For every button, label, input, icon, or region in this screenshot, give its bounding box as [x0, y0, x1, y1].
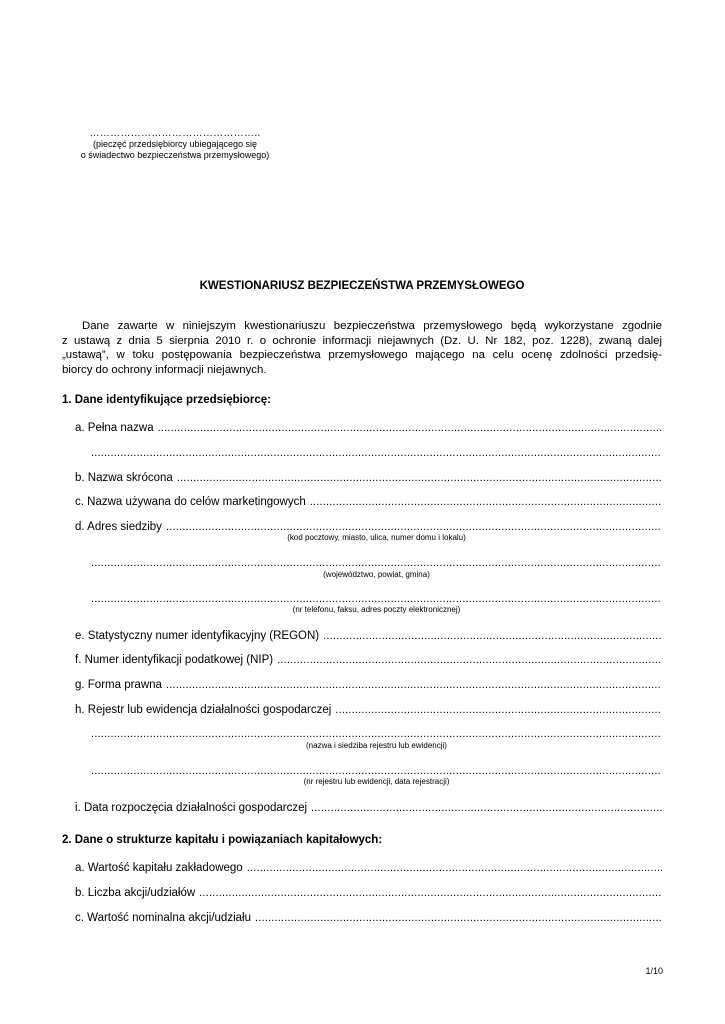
field-marketing-name[interactable] — [75, 493, 662, 508]
field-label: b. Nazwa skrócona — [75, 472, 173, 484]
field-register-name[interactable] — [91, 725, 662, 740]
contact-hint: (nr telefonu, faksu, adres poczty elektronicznej) — [292, 605, 461, 614]
dotted-fill — [166, 679, 662, 691]
region-hint: (województwo, powiat, gmina) — [323, 570, 430, 579]
section-2-heading: 2. Dane o strukturze kapitału i powiązaniach kapitałowych: — [62, 834, 383, 846]
register-name-hint: (nazwa i siedziba rejestru lub ewidencji) — [306, 741, 447, 750]
dotted-fill — [91, 593, 662, 605]
field-nominal-value[interactable] — [75, 909, 662, 924]
intro-line: Dane zawarte w niniejszym kwestionariuszu bezpieczeństwa przemysłowego będą wykorzystane zgodnie — [82, 320, 662, 332]
field-label: c. Nazwa używana do celów marketingowych — [75, 496, 306, 508]
dotted-fill — [91, 728, 662, 740]
field-label: d. Adres siedziby — [75, 521, 162, 533]
dotted-fill — [177, 472, 662, 484]
intro-line: „ustawą”, w toku postępowania bezpieczeństwa przemysłowego mającego na celu ocenę zdolności przedsię- — [62, 349, 662, 361]
stamp-caption-line1: (pieczęć przedsiębiorcy ubiegającego się — [92, 139, 258, 149]
field-register-number[interactable] — [91, 762, 662, 777]
document-title: KWESTIONARIUSZ BEZPIECZEŃSTWA PRZEMYSŁOWEGO — [199, 280, 525, 292]
dotted-fill — [255, 912, 662, 924]
dotted-fill — [199, 887, 662, 899]
field-short-name[interactable] — [75, 469, 662, 484]
field-share-capital[interactable] — [75, 859, 662, 874]
field-label: e. Statystyczny numer identyfikacyjny (REGON) — [75, 630, 320, 642]
field-label: h. Rejestr lub ewidencja działalności gospodarczej — [75, 704, 332, 716]
field-label: b. Liczba akcji/udziałów — [75, 887, 196, 899]
intro-paragraph — [62, 319, 662, 377]
dotted-fill — [310, 496, 662, 508]
dotted-fill — [311, 802, 662, 814]
field-label: a. Wartość kapitału zakładowego — [75, 862, 243, 874]
dotted-fill — [166, 521, 662, 533]
field-contact[interactable] — [91, 590, 662, 605]
dotted-fill — [247, 862, 662, 874]
register-number-hint: (nr rejestru lub ewidencji, data rejestracji) — [303, 777, 450, 786]
field-regon[interactable] — [75, 627, 662, 642]
field-legal-form[interactable] — [75, 676, 662, 691]
dotted-fill — [158, 422, 662, 434]
dotted-fill — [91, 765, 662, 777]
field-label: g. Forma prawna — [75, 679, 162, 691]
field-full-name[interactable] — [75, 419, 662, 434]
dotted-fill — [323, 630, 662, 642]
section-1-heading: 1. Dane identyfikujące przedsiębiorcę: — [62, 394, 271, 406]
field-region[interactable] — [91, 554, 662, 569]
stamp-caption-line2: o świadectwo bezpieczeństwa przemysłowego) — [80, 150, 270, 160]
field-label: a. Pełna nazwa — [75, 422, 154, 434]
field-register[interactable] — [75, 701, 662, 716]
dotted-fill — [91, 557, 662, 569]
page-number: 1/10 — [645, 966, 663, 976]
field-label: i. Data rozpoczęcia działalności gospodarczej — [75, 802, 308, 814]
stamp-dotted-line: ………………………………………….. — [89, 128, 261, 139]
field-full-name-continued[interactable] — [91, 444, 662, 459]
intro-line: z ustawą z dnia 5 sierpnia 2010 r. o ochronie informacji niejawnych (Dz. U. Nr 182, poz. 1228), zwaną dalej — [62, 334, 662, 347]
field-label: f. Numer identyfikacji podatkowej (NIP) — [75, 654, 274, 666]
address-hint: (kod pocztowy, miasto, ulica, numer domu i lokalu) — [287, 533, 466, 542]
dotted-fill — [91, 447, 662, 459]
field-address[interactable] — [75, 518, 662, 533]
dotted-fill — [277, 654, 662, 666]
intro-line: biorcy do ochrony informacji niejawnych. — [62, 363, 267, 376]
field-start-date[interactable] — [75, 799, 662, 814]
field-nip[interactable] — [75, 651, 662, 666]
dotted-fill — [335, 704, 662, 716]
field-share-count[interactable] — [75, 884, 662, 899]
field-label: c. Wartość nominalna akcji/udziału — [75, 912, 251, 924]
stamp-area — [60, 128, 290, 161]
